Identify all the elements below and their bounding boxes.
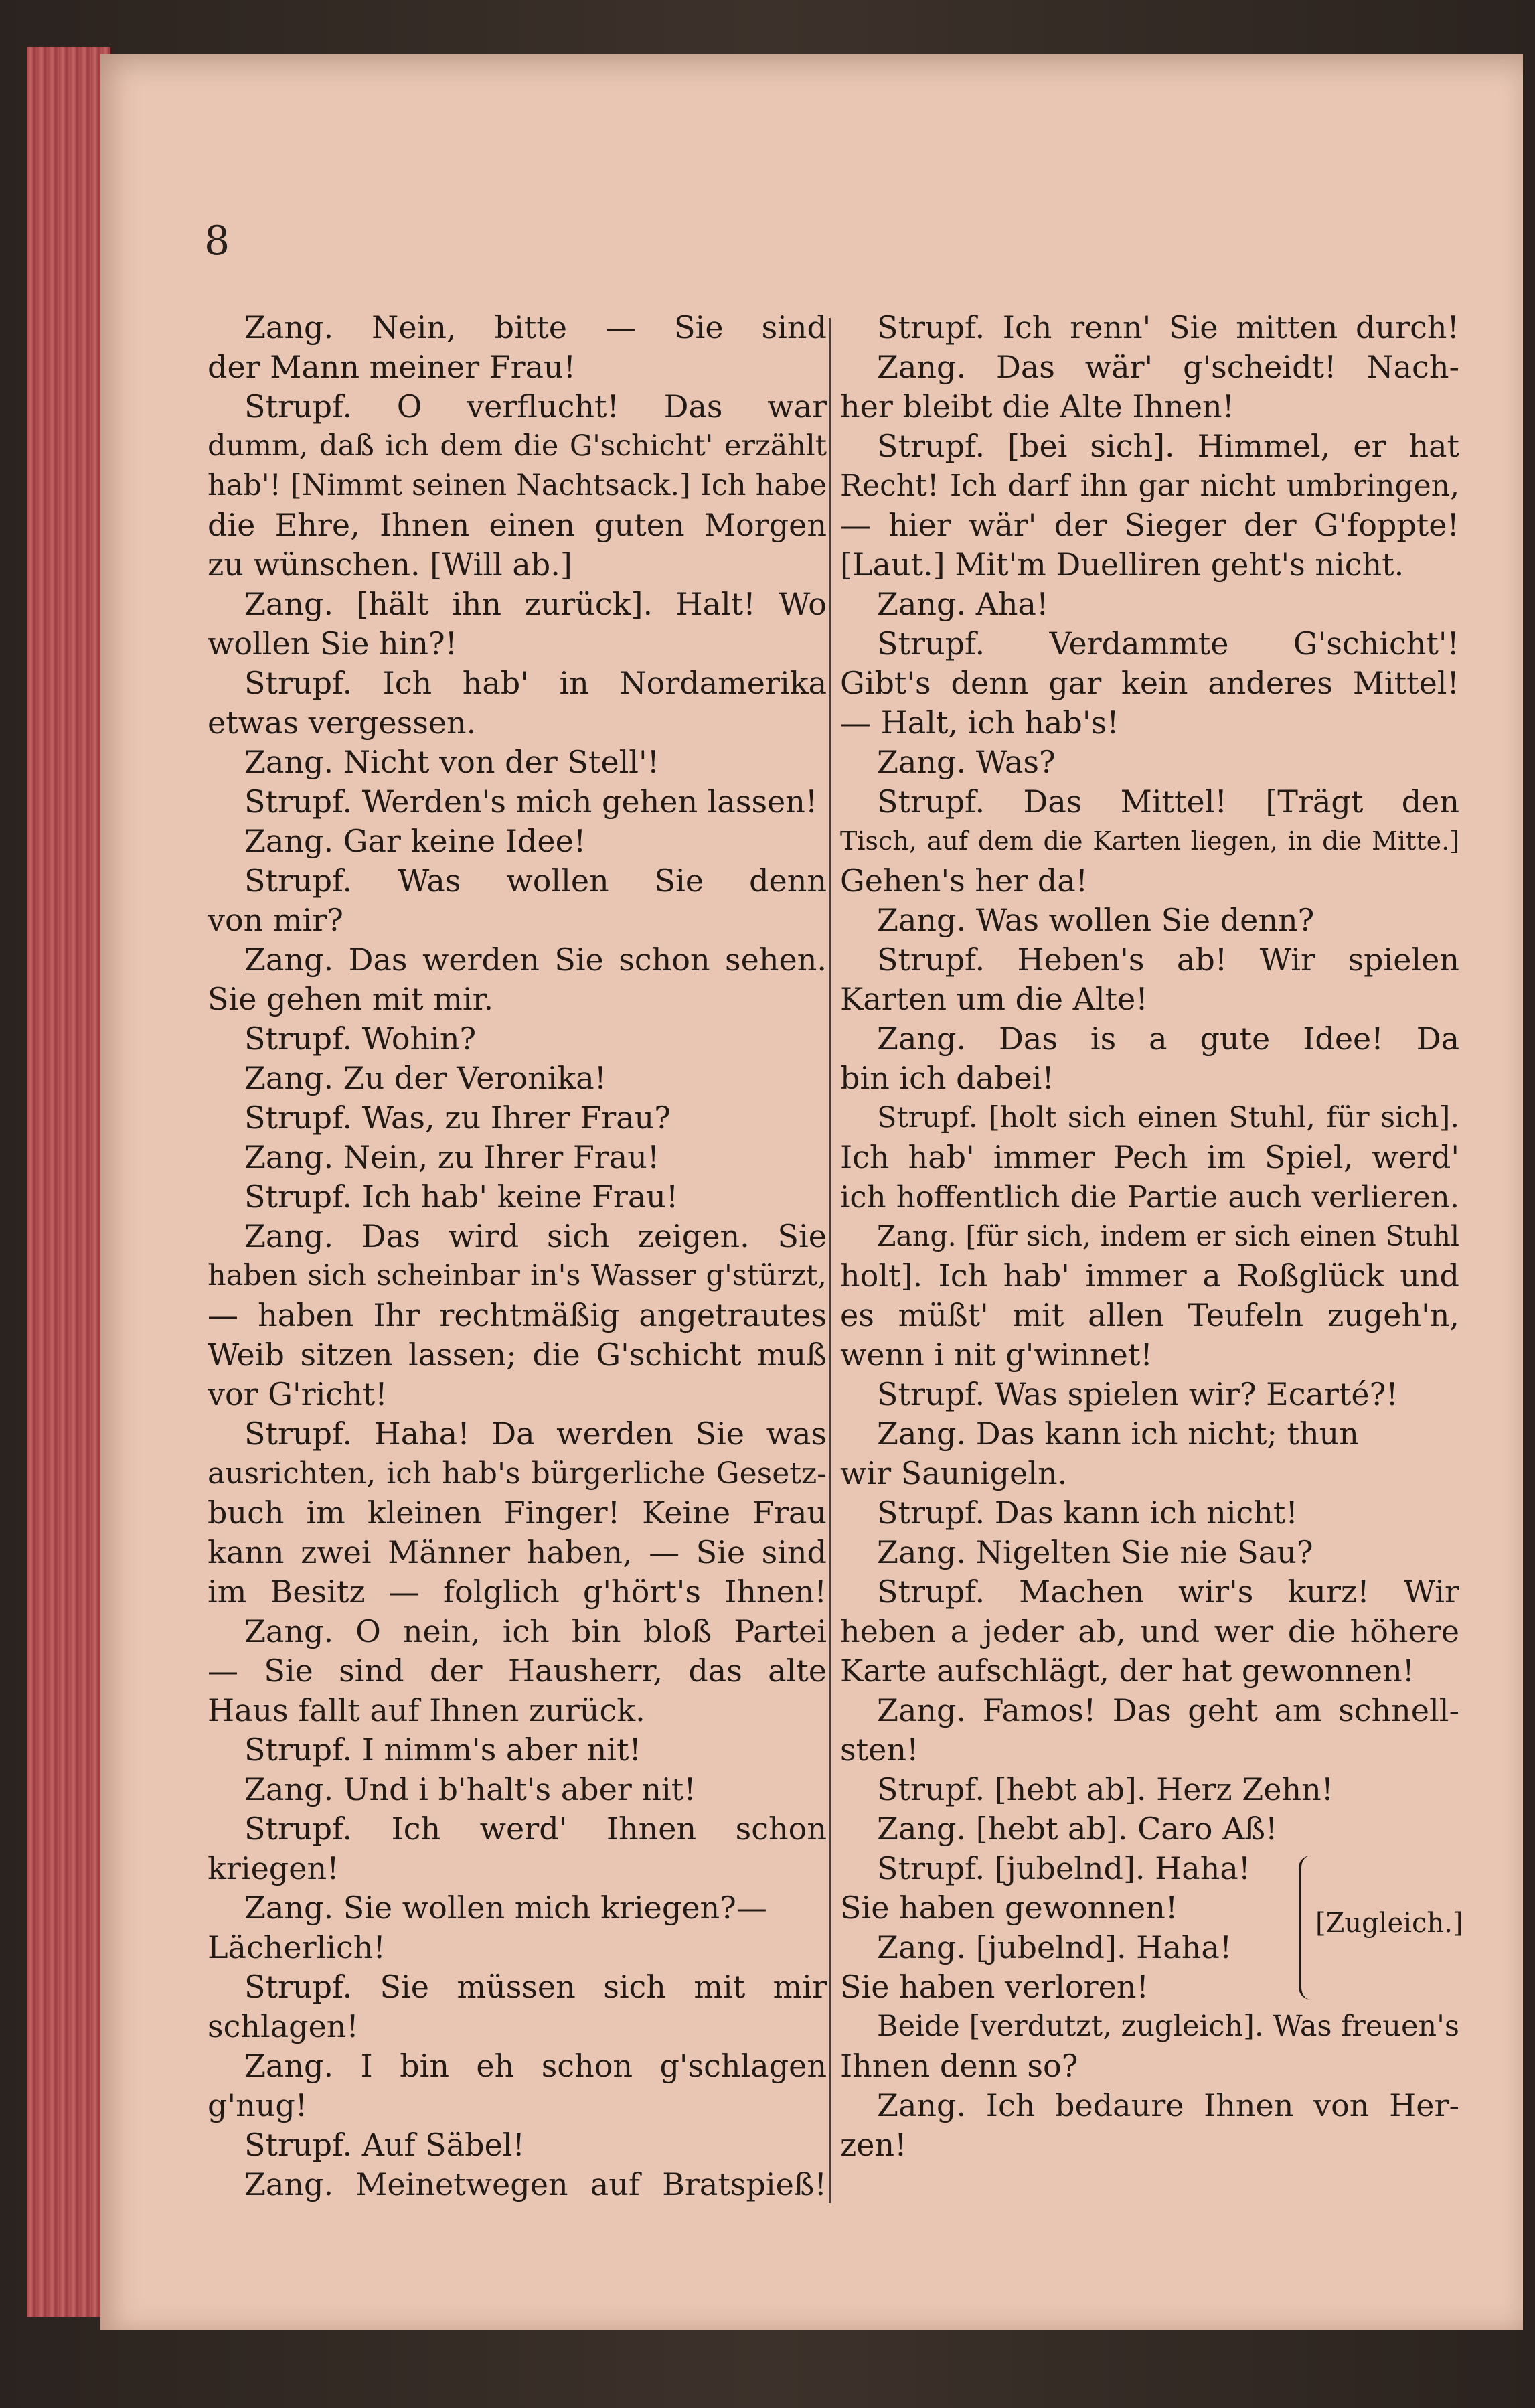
text-line: — Halt, ich hab's! (840, 704, 1119, 741)
text-line: Zang. Sie wollen mich kriegen?— (244, 1890, 767, 1926)
text-line: Strupf. Verdammte G'schicht'! (877, 625, 1459, 662)
text-line: hab'! [Nimmt seinen Nachtsack.] Ich habe (208, 469, 827, 502)
text-line: holt]. Ich hab' immer a Roßglück und (840, 1258, 1459, 1294)
text-line: Strupf. Wohin? (244, 1021, 477, 1057)
text-line: Ihnen denn so? (840, 2048, 1078, 2084)
right-column (840, 308, 1463, 2165)
text-line: Zang. Das wird sich zeigen. Sie (244, 1218, 827, 1254)
text-line: Sie gehen mit mir. (208, 981, 494, 1017)
text-line: Strupf. [jubelnd]. Haha! (877, 1850, 1251, 1886)
text-line: haben sich scheinbar in's Wasser g'stürzt, (208, 1259, 827, 1292)
text-line: Ich hab' immer Pech im Spiel, werd' (840, 1139, 1459, 1175)
text-line: kann zwei Männer haben, — Sie sind (208, 1534, 827, 1570)
text-line: Recht! Ich darf ihn gar nicht umbringen, (840, 469, 1459, 503)
text-line: sten! (840, 1732, 919, 1768)
text-line: her bleibt die Alte Ihnen! (840, 388, 1235, 425)
text-line: — haben Ihr rechtmäßig angetrautes (208, 1297, 827, 1333)
text-line: Strupf. Heben's ab! Wir spielen (877, 942, 1459, 978)
text-line: im Besitz — folglich g'hört's Ihnen! (208, 1574, 827, 1610)
text-line: Strupf. Werden's mich gehen lassen! (244, 783, 818, 820)
text-line: Haus fallt auf Ihnen zurück. (208, 1692, 645, 1728)
text-line: Zang. Was wollen Sie denn? (877, 902, 1315, 938)
text-line: Zang. Zu der Veronika! (244, 1060, 607, 1096)
text-line: vor G'richt! (208, 1376, 388, 1412)
text-line: Strupf. Was wollen Sie denn (244, 862, 827, 899)
text-line: Strupf. Das Mittel! [Trägt den (877, 783, 1459, 820)
simultaneous-speech-block (840, 1849, 1463, 2007)
text-line: Strupf. [holt sich einen Stuhl, für sich]. (877, 1101, 1459, 1134)
text-line: Zang. [hebt ab]. Caro Aß! (877, 1811, 1278, 1847)
text-line: Strupf. Ich werd' Ihnen schon (244, 1811, 827, 1847)
text-line: die Ehre, Ihnen einen guten Morgen (208, 507, 827, 543)
text-line: Zang. Nein, bitte — Sie sind (244, 309, 827, 346)
text-line: Strupf. Machen wir's kurz! Wir (877, 1574, 1459, 1610)
text-line: Zang. Das werden Sie schon sehen. (244, 942, 827, 978)
text-line: Zang. Meinetwegen auf Bratspieß! (244, 2166, 827, 2202)
text-line: zu wünschen. [Will ab.] (208, 546, 572, 583)
text-line: Zang. O nein, ich bin bloß Partei (244, 1613, 827, 1649)
text-line: es müßt' mit allen Teufeln zugeh'n, (840, 1297, 1459, 1333)
column-divider (829, 318, 831, 2203)
text-line: Zang. [jubelnd]. Haha! (877, 1929, 1232, 1965)
text-line: Weib sitzen lassen; die G'schicht muß (208, 1337, 827, 1373)
text-line: Strupf. O verflucht! Das war (244, 388, 827, 425)
text-line: Gibt's denn gar kein anderes Mittel! (840, 665, 1459, 701)
page-number: 8 (204, 218, 230, 265)
text-line: Strupf. [hebt ab]. Herz Zehn! (877, 1771, 1334, 1807)
text-line: Strupf. Was spielen wir? Ecarté?! (877, 1376, 1398, 1412)
text-line: buch im kleinen Finger! Keine Frau (208, 1495, 827, 1531)
text-line: Zang. [hält ihn zurück]. Halt! Wo (244, 586, 827, 622)
text-line: ich hoffentlich die Partie auch verlieren. (840, 1179, 1459, 1215)
brace-label: [Zugleich.] (1315, 1908, 1463, 1939)
text-line: Zang. Was? (877, 744, 1056, 780)
text-line: Zang. Famos! Das geht am schnell- (877, 1692, 1459, 1728)
text-line: Strupf. Das kann ich nicht! (877, 1495, 1298, 1531)
text-line: Zang. Aha! (877, 586, 1049, 622)
text-line: Strupf. Ich hab' keine Frau! (244, 1179, 679, 1215)
text-line: wollen Sie hin?! (208, 625, 458, 662)
text-line: Zang. Das wär' g'scheidt! Nach- (877, 349, 1459, 385)
text-line: Strupf. Was, zu Ihrer Frau? (244, 1100, 671, 1136)
text-line: — Sie sind der Hausherr, das alte (208, 1653, 827, 1689)
curly-brace (1299, 1856, 1311, 2000)
text-line: Zang. Nigelten Sie nie Sau? (877, 1534, 1313, 1570)
text-line: Tisch, auf dem die Karten liegen, in die Mitte.] (840, 826, 1459, 856)
text-line: [Laut.] Mit'm Duelliren geht's nicht. (840, 546, 1404, 583)
text-line: dumm, daß ich dem die G'schicht' erzählt (208, 429, 827, 463)
text-line: Zang. Und i b'halt's aber nit! (244, 1771, 696, 1807)
text-line: Strupf. Auf Säbel! (244, 2127, 525, 2163)
text-line: g'nug! (208, 2087, 308, 2123)
text-line: ausrichten, ich hab's bürgerliche Gesetz- (208, 1456, 827, 1491)
text-line: bin ich dabei! (840, 1060, 1054, 1096)
text-line: Zang. Nicht von der Stell'! (244, 744, 660, 780)
text-line: Sie haben verloren! (840, 1969, 1149, 2005)
page-stack-edge (27, 47, 110, 2317)
text-line: kriegen! (208, 1850, 339, 1886)
text-line: Strupf. Ich renn' Sie mitten durch! (877, 309, 1459, 346)
text-line: wir Saunigeln. (840, 1455, 1068, 1491)
left-column (208, 308, 827, 2204)
text-line: Zang. Gar keine Idee! (244, 823, 586, 859)
text-line: wenn i nit g'winnet! (840, 1337, 1153, 1373)
text-line: Zang. Ich bedaure Ihnen von Her- (877, 2087, 1459, 2123)
right-column-top (840, 308, 1459, 1849)
text-line: Lächerlich! (208, 1929, 386, 1965)
text-line: Beide [verdutzt, zugleich]. Was freuen's (877, 2010, 1459, 2043)
text-line: Karte aufschlägt, der hat gewonnen! (840, 1653, 1415, 1689)
text-line: Zang. I bin eh schon g'schlagen (244, 2048, 827, 2084)
text-line: Sie haben gewonnen! (840, 1890, 1178, 1926)
text-line: — hier wär' der Sieger der G'foppte! (840, 507, 1459, 543)
text-line: von mir? (208, 902, 343, 938)
text-line: Gehen's her da! (840, 862, 1088, 899)
text-line: Strupf. Haha! Da werden Sie was (244, 1416, 827, 1452)
text-line: Strupf. I nimm's aber nit! (244, 1732, 641, 1768)
text-line: heben a jeder ab, und wer die höhere (840, 1613, 1459, 1649)
text-line: Karten um die Alte! (840, 981, 1148, 1017)
text-line: der Mann meiner Frau! (208, 349, 576, 385)
text-line: etwas vergessen. (208, 704, 477, 741)
text-line: Zang. Nein, zu Ihrer Frau! (244, 1139, 660, 1175)
text-line: schlagen! (208, 2008, 359, 2044)
text-line: Zang. [für sich, indem er sich einen Stuhl (877, 1220, 1459, 1252)
text-line: Strupf. Ich hab' in Nordamerika (244, 665, 827, 701)
text-line: zen! (840, 2127, 907, 2163)
text-line: Strupf. [bei sich]. Himmel, er hat (877, 428, 1459, 464)
text-line: Zang. Das is a gute Idee! Da (877, 1021, 1459, 1057)
text-line: Zang. Das kann ich nicht; thun (877, 1416, 1359, 1452)
right-column-bottom (840, 2007, 1459, 2165)
text-line: Strupf. Sie müssen sich mit mir (244, 1969, 827, 2005)
